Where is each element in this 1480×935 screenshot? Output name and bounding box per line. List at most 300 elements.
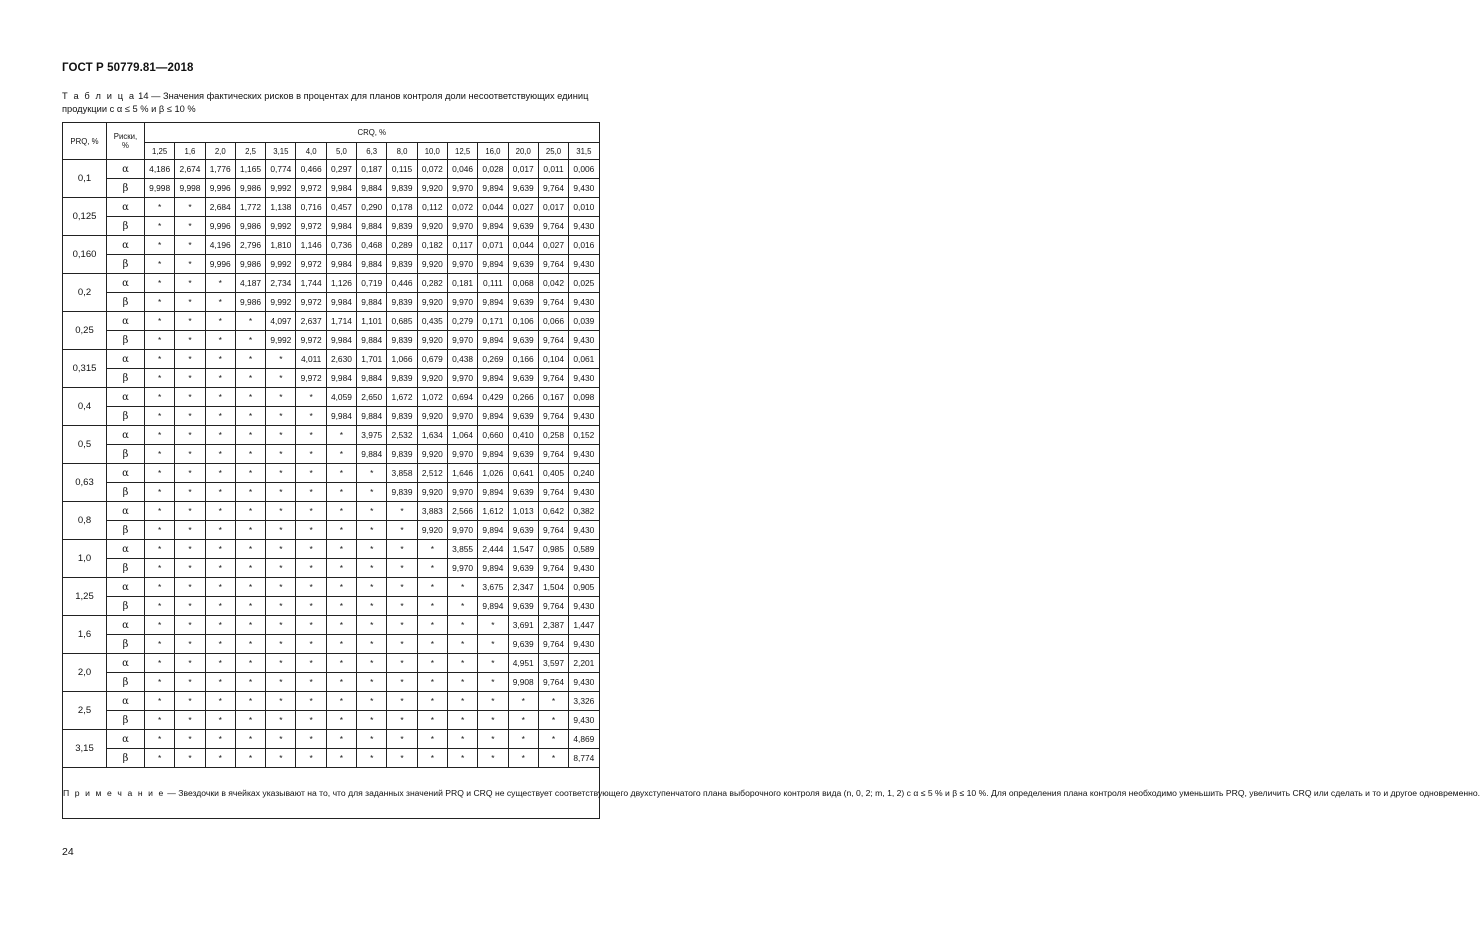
beta-risk-label: β — [107, 255, 145, 274]
alpha-value-cell: 2,637 — [296, 312, 326, 331]
risk-header: Риски, % — [107, 123, 145, 160]
alpha-value-cell: * — [357, 730, 387, 749]
beta-risk-label: β — [107, 179, 145, 198]
alpha-value-cell: * — [447, 654, 477, 673]
caption-text: 14 — Значения фактических рисков в процентах для планов контроля доли несоответствующих единиц продукции с α ≤ 5 % и β ≤ 10 % — [62, 91, 589, 114]
alpha-value-cell: * — [447, 616, 477, 635]
beta-value-cell: 9,920 — [417, 217, 447, 236]
beta-value-cell: 9,884 — [357, 255, 387, 274]
prq-cell: 0,8 — [63, 502, 107, 540]
alpha-value-cell: 0,117 — [447, 236, 477, 255]
alpha-value-cell: * — [145, 350, 175, 369]
caption-label: Т а б л и ц а — [62, 91, 136, 101]
beta-value-cell: * — [266, 521, 296, 540]
beta-risk-label: β — [107, 217, 145, 236]
alpha-value-cell: * — [175, 464, 205, 483]
table-row — [63, 559, 600, 578]
alpha-value-cell: 0,017 — [538, 198, 568, 217]
alpha-value-cell: 0,072 — [447, 198, 477, 217]
beta-value-cell: * — [417, 597, 447, 616]
beta-value-cell: * — [266, 711, 296, 730]
alpha-value-cell: * — [508, 692, 538, 711]
beta-value-cell: 9,986 — [235, 179, 265, 198]
beta-value-cell: 9,970 — [447, 217, 477, 236]
alpha-value-cell: * — [145, 616, 175, 635]
beta-value-cell: * — [175, 331, 205, 350]
beta-value-cell: 9,430 — [569, 255, 599, 274]
alpha-value-cell: 0,025 — [569, 274, 599, 293]
alpha-value-cell: 0,774 — [266, 160, 296, 179]
alpha-value-cell: * — [417, 578, 447, 597]
crq-value-header: 20,0 — [508, 143, 538, 160]
prq-cell: 1,6 — [63, 616, 107, 654]
alpha-value-cell: * — [478, 616, 508, 635]
table-row — [63, 407, 600, 426]
alpha-value-cell: 2,347 — [508, 578, 538, 597]
beta-value-cell: 9,894 — [478, 445, 508, 464]
beta-value-cell: 9,992 — [266, 255, 296, 274]
alpha-value-cell: * — [175, 236, 205, 255]
alpha-value-cell: * — [175, 654, 205, 673]
alpha-value-cell: * — [205, 426, 235, 445]
beta-value-cell: 9,884 — [357, 293, 387, 312]
alpha-value-cell: * — [205, 464, 235, 483]
alpha-value-cell: * — [235, 616, 265, 635]
table-row — [63, 160, 600, 179]
crq-header: CRQ, % — [145, 123, 600, 143]
crq-value-header: 10,0 — [417, 143, 447, 160]
beta-value-cell: 9,764 — [538, 179, 568, 198]
beta-value-cell: * — [326, 635, 356, 654]
alpha-value-cell: 0,017 — [508, 160, 538, 179]
alpha-value-cell: 0,111 — [478, 274, 508, 293]
beta-value-cell: * — [296, 407, 326, 426]
beta-value-cell: 9,639 — [508, 521, 538, 540]
alpha-risk-label: α — [107, 540, 145, 559]
alpha-value-cell: * — [387, 502, 417, 521]
beta-value-cell: 9,970 — [447, 293, 477, 312]
alpha-value-cell: 4,196 — [205, 236, 235, 255]
beta-risk-label: β — [107, 293, 145, 312]
alpha-value-cell: * — [145, 198, 175, 217]
alpha-value-cell: 3,883 — [417, 502, 447, 521]
alpha-value-cell: 0,468 — [357, 236, 387, 255]
alpha-value-cell: * — [447, 730, 477, 749]
alpha-value-cell: * — [266, 350, 296, 369]
table-row — [63, 274, 600, 293]
alpha-value-cell: * — [417, 654, 447, 673]
prq-cell: 3,15 — [63, 730, 107, 768]
table-row — [63, 445, 600, 464]
beta-value-cell: * — [266, 445, 296, 464]
alpha-value-cell: 0,382 — [569, 502, 599, 521]
table-row — [63, 255, 600, 274]
beta-value-cell: * — [296, 635, 326, 654]
beta-value-cell: * — [175, 407, 205, 426]
beta-value-cell: * — [326, 597, 356, 616]
beta-value-cell: * — [175, 293, 205, 312]
table-row — [63, 521, 600, 540]
table-note — [63, 768, 1480, 819]
beta-value-cell: * — [266, 749, 296, 768]
beta-value-cell: * — [235, 749, 265, 768]
alpha-risk-label: α — [107, 198, 145, 217]
alpha-value-cell: * — [508, 730, 538, 749]
beta-risk-label: β — [107, 407, 145, 426]
beta-value-cell: * — [478, 749, 508, 768]
beta-risk-label: β — [107, 369, 145, 388]
alpha-value-cell: * — [387, 616, 417, 635]
beta-value-cell: * — [266, 559, 296, 578]
beta-value-cell: 9,430 — [569, 521, 599, 540]
alpha-value-cell: 1,101 — [357, 312, 387, 331]
beta-value-cell: * — [417, 635, 447, 654]
alpha-value-cell: 2,734 — [266, 274, 296, 293]
crq-value-header: 1,25 — [145, 143, 175, 160]
alpha-value-cell: * — [145, 540, 175, 559]
alpha-risk-label: α — [107, 464, 145, 483]
alpha-value-cell: * — [478, 692, 508, 711]
alpha-value-cell: * — [387, 578, 417, 597]
beta-value-cell: 9,972 — [296, 255, 326, 274]
beta-value-cell: * — [326, 673, 356, 692]
alpha-value-cell: 0,290 — [357, 198, 387, 217]
table-row — [63, 350, 600, 369]
alpha-value-cell: 0,181 — [447, 274, 477, 293]
beta-value-cell: * — [235, 331, 265, 350]
beta-value-cell: * — [205, 559, 235, 578]
beta-value-cell: 9,970 — [447, 331, 477, 350]
alpha-value-cell: 0,039 — [569, 312, 599, 331]
alpha-value-cell: 0,152 — [569, 426, 599, 445]
beta-value-cell: * — [175, 369, 205, 388]
alpha-value-cell: * — [296, 730, 326, 749]
alpha-value-cell: * — [266, 388, 296, 407]
alpha-value-cell: 4,869 — [569, 730, 599, 749]
alpha-value-cell: * — [205, 692, 235, 711]
table-row — [63, 198, 600, 217]
alpha-risk-label: α — [107, 578, 145, 597]
beta-value-cell: * — [417, 711, 447, 730]
beta-value-cell: * — [266, 483, 296, 502]
alpha-value-cell: * — [235, 464, 265, 483]
beta-value-cell: 9,430 — [569, 179, 599, 198]
table-row — [63, 217, 600, 236]
alpha-value-cell: 0,466 — [296, 160, 326, 179]
alpha-value-cell: * — [235, 350, 265, 369]
alpha-value-cell: 3,858 — [387, 464, 417, 483]
table-row — [63, 597, 600, 616]
beta-value-cell: * — [145, 255, 175, 274]
alpha-value-cell: * — [266, 578, 296, 597]
beta-value-cell: * — [145, 369, 175, 388]
alpha-value-cell: * — [296, 578, 326, 597]
beta-value-cell: 9,839 — [387, 331, 417, 350]
alpha-value-cell: * — [145, 388, 175, 407]
alpha-value-cell: * — [326, 654, 356, 673]
beta-value-cell: * — [387, 711, 417, 730]
table-row — [63, 692, 600, 711]
beta-value-cell: 9,920 — [417, 483, 447, 502]
alpha-value-cell: 0,282 — [417, 274, 447, 293]
alpha-value-cell: * — [266, 692, 296, 711]
alpha-value-cell: * — [266, 540, 296, 559]
alpha-value-cell: 1,744 — [296, 274, 326, 293]
beta-value-cell: 9,986 — [235, 255, 265, 274]
alpha-value-cell: * — [266, 502, 296, 521]
beta-value-cell: * — [296, 673, 326, 692]
beta-value-cell: * — [508, 749, 538, 768]
prq-cell: 0,4 — [63, 388, 107, 426]
alpha-value-cell: 2,684 — [205, 198, 235, 217]
beta-risk-label: β — [107, 331, 145, 350]
alpha-value-cell: 0,736 — [326, 236, 356, 255]
beta-value-cell: * — [387, 559, 417, 578]
alpha-value-cell: 0,068 — [508, 274, 538, 293]
beta-value-cell: * — [266, 369, 296, 388]
beta-value-cell: * — [205, 521, 235, 540]
beta-value-cell: 9,639 — [508, 217, 538, 236]
alpha-value-cell: 1,013 — [508, 502, 538, 521]
alpha-value-cell: 0,716 — [296, 198, 326, 217]
alpha-risk-label: α — [107, 388, 145, 407]
alpha-value-cell: * — [205, 616, 235, 635]
beta-value-cell: 9,884 — [357, 331, 387, 350]
beta-value-cell: 8,774 — [569, 749, 599, 768]
alpha-value-cell: 3,855 — [447, 540, 477, 559]
crq-value-header: 3,15 — [266, 143, 296, 160]
crq-value-header: 6,3 — [357, 143, 387, 160]
alpha-value-cell: 0,167 — [538, 388, 568, 407]
alpha-value-cell: 0,006 — [569, 160, 599, 179]
beta-value-cell: * — [447, 597, 477, 616]
beta-value-cell: 9,884 — [357, 217, 387, 236]
alpha-risk-label: α — [107, 692, 145, 711]
alpha-value-cell: * — [205, 730, 235, 749]
beta-value-cell: * — [235, 521, 265, 540]
alpha-value-cell: * — [447, 578, 477, 597]
alpha-value-cell: * — [387, 730, 417, 749]
beta-risk-label: β — [107, 483, 145, 502]
alpha-value-cell: 3,691 — [508, 616, 538, 635]
prq-cell: 0,2 — [63, 274, 107, 312]
beta-value-cell: * — [145, 331, 175, 350]
alpha-value-cell: * — [205, 274, 235, 293]
crq-value-header: 4,0 — [296, 143, 326, 160]
crq-value-header: 2,0 — [205, 143, 235, 160]
beta-value-cell: * — [447, 673, 477, 692]
table-row — [63, 483, 600, 502]
alpha-value-cell: * — [357, 616, 387, 635]
alpha-value-cell: * — [357, 654, 387, 673]
beta-value-cell: 9,839 — [387, 255, 417, 274]
alpha-value-cell: 0,719 — [357, 274, 387, 293]
alpha-value-cell: * — [145, 692, 175, 711]
beta-risk-label: β — [107, 673, 145, 692]
beta-value-cell: 9,992 — [266, 179, 296, 198]
beta-value-cell: * — [175, 673, 205, 692]
alpha-risk-label: α — [107, 502, 145, 521]
beta-value-cell: * — [205, 445, 235, 464]
beta-value-cell: 9,970 — [447, 521, 477, 540]
alpha-value-cell: 1,066 — [387, 350, 417, 369]
alpha-value-cell: 1,776 — [205, 160, 235, 179]
alpha-value-cell: 0,258 — [538, 426, 568, 445]
alpha-value-cell: * — [175, 274, 205, 293]
prq-cell: 0,160 — [63, 236, 107, 274]
alpha-value-cell: 0,660 — [478, 426, 508, 445]
alpha-value-cell: * — [175, 540, 205, 559]
alpha-value-cell: 0,106 — [508, 312, 538, 331]
beta-value-cell: * — [326, 445, 356, 464]
alpha-value-cell: 3,675 — [478, 578, 508, 597]
beta-value-cell: 9,764 — [538, 255, 568, 274]
alpha-value-cell: * — [478, 730, 508, 749]
alpha-value-cell: 0,289 — [387, 236, 417, 255]
beta-value-cell: 9,430 — [569, 597, 599, 616]
prq-cell: 0,315 — [63, 350, 107, 388]
table-row — [63, 654, 600, 673]
alpha-value-cell: 4,059 — [326, 388, 356, 407]
alpha-value-cell: 0,098 — [569, 388, 599, 407]
beta-value-cell: * — [266, 407, 296, 426]
alpha-value-cell: * — [326, 692, 356, 711]
alpha-value-cell: 0,187 — [357, 160, 387, 179]
table-row — [63, 749, 600, 768]
alpha-value-cell: 0,061 — [569, 350, 599, 369]
alpha-value-cell: 0,011 — [538, 160, 568, 179]
beta-value-cell: 9,970 — [447, 369, 477, 388]
crq-value-header: 25,0 — [538, 143, 568, 160]
alpha-value-cell: 1,146 — [296, 236, 326, 255]
beta-value-cell: 9,920 — [417, 179, 447, 198]
alpha-value-cell: 1,064 — [447, 426, 477, 445]
beta-value-cell: 9,884 — [357, 369, 387, 388]
alpha-value-cell: 0,589 — [569, 540, 599, 559]
alpha-value-cell: 1,547 — [508, 540, 538, 559]
beta-value-cell: * — [175, 711, 205, 730]
note-text: — Звездочки в ячейках указывают на то, что для заданных значений PRQ и CRQ не существует соответствующего двухступенчатого плана выборочного контроля вида (n, 0, 2; m, 1, 2) с α ≤ 5 % и β ≤ 10 %. Для определения плана контроля необходимо уменьшить PRQ, увеличить CRQ или сделать и то и другое одновременно. — [164, 787, 1480, 798]
beta-value-cell: * — [296, 559, 326, 578]
alpha-value-cell: 0,446 — [387, 274, 417, 293]
alpha-risk-label: α — [107, 274, 145, 293]
beta-value-cell: * — [145, 483, 175, 502]
alpha-risk-label: α — [107, 350, 145, 369]
alpha-value-cell: * — [235, 388, 265, 407]
beta-value-cell: 9,894 — [478, 293, 508, 312]
alpha-value-cell: 1,138 — [266, 198, 296, 217]
table-row — [63, 540, 600, 559]
beta-value-cell: * — [357, 521, 387, 540]
beta-value-cell: 9,839 — [387, 293, 417, 312]
beta-value-cell: * — [296, 445, 326, 464]
table-row — [63, 179, 600, 198]
alpha-value-cell: * — [235, 426, 265, 445]
beta-value-cell: * — [145, 711, 175, 730]
beta-risk-label: β — [107, 635, 145, 654]
beta-value-cell: * — [235, 635, 265, 654]
beta-value-cell: 9,430 — [569, 331, 599, 350]
alpha-value-cell: * — [145, 464, 175, 483]
beta-value-cell: * — [508, 711, 538, 730]
beta-value-cell: * — [205, 407, 235, 426]
beta-value-cell: * — [175, 559, 205, 578]
alpha-value-cell: * — [417, 730, 447, 749]
alpha-value-cell: 0,027 — [508, 198, 538, 217]
beta-value-cell: 9,970 — [447, 483, 477, 502]
beta-value-cell: * — [266, 635, 296, 654]
beta-value-cell: * — [175, 217, 205, 236]
alpha-value-cell: 4,187 — [235, 274, 265, 293]
beta-value-cell: * — [235, 445, 265, 464]
alpha-value-cell: * — [266, 464, 296, 483]
beta-value-cell: * — [145, 217, 175, 236]
alpha-value-cell: * — [235, 654, 265, 673]
alpha-value-cell: 4,011 — [296, 350, 326, 369]
alpha-value-cell: * — [175, 426, 205, 445]
alpha-value-cell: 1,646 — [447, 464, 477, 483]
prq-cell: 0,5 — [63, 426, 107, 464]
beta-value-cell: 9,970 — [447, 255, 477, 274]
alpha-value-cell: * — [205, 502, 235, 521]
beta-value-cell: 9,430 — [569, 635, 599, 654]
alpha-value-cell: * — [145, 312, 175, 331]
beta-value-cell: * — [538, 711, 568, 730]
alpha-value-cell: 0,642 — [538, 502, 568, 521]
alpha-value-cell: * — [417, 540, 447, 559]
beta-value-cell: * — [538, 749, 568, 768]
alpha-value-cell: * — [326, 426, 356, 445]
beta-value-cell: 9,972 — [296, 179, 326, 198]
table-row — [63, 293, 600, 312]
alpha-value-cell: * — [326, 578, 356, 597]
beta-value-cell: * — [357, 483, 387, 502]
beta-value-cell: 9,839 — [387, 369, 417, 388]
beta-value-cell: * — [478, 635, 508, 654]
prq-cell: 1,0 — [63, 540, 107, 578]
beta-value-cell: 9,894 — [478, 407, 508, 426]
beta-value-cell: * — [326, 711, 356, 730]
beta-risk-label: β — [107, 711, 145, 730]
beta-value-cell: * — [387, 673, 417, 692]
alpha-value-cell: 2,796 — [235, 236, 265, 255]
beta-value-cell: 9,970 — [447, 445, 477, 464]
alpha-value-cell: * — [296, 616, 326, 635]
prq-header: PRQ, % — [63, 123, 107, 160]
beta-value-cell: 9,764 — [538, 635, 568, 654]
beta-value-cell: 9,920 — [417, 407, 447, 426]
beta-value-cell: 9,996 — [205, 179, 235, 198]
beta-value-cell: * — [478, 711, 508, 730]
beta-value-cell: 9,764 — [538, 521, 568, 540]
beta-value-cell: 9,894 — [478, 559, 508, 578]
alpha-value-cell: 3,597 — [538, 654, 568, 673]
table-row — [63, 616, 600, 635]
beta-value-cell: 9,430 — [569, 483, 599, 502]
alpha-value-cell: 0,016 — [569, 236, 599, 255]
alpha-value-cell: * — [175, 198, 205, 217]
beta-value-cell: 9,430 — [569, 673, 599, 692]
alpha-value-cell: 1,701 — [357, 350, 387, 369]
alpha-value-cell: 4,097 — [266, 312, 296, 331]
table-row — [63, 635, 600, 654]
alpha-value-cell: 0,010 — [569, 198, 599, 217]
beta-value-cell: * — [175, 521, 205, 540]
alpha-value-cell: 1,165 — [235, 160, 265, 179]
table-row — [63, 388, 600, 407]
alpha-value-cell: * — [205, 388, 235, 407]
beta-value-cell: 9,970 — [447, 179, 477, 198]
